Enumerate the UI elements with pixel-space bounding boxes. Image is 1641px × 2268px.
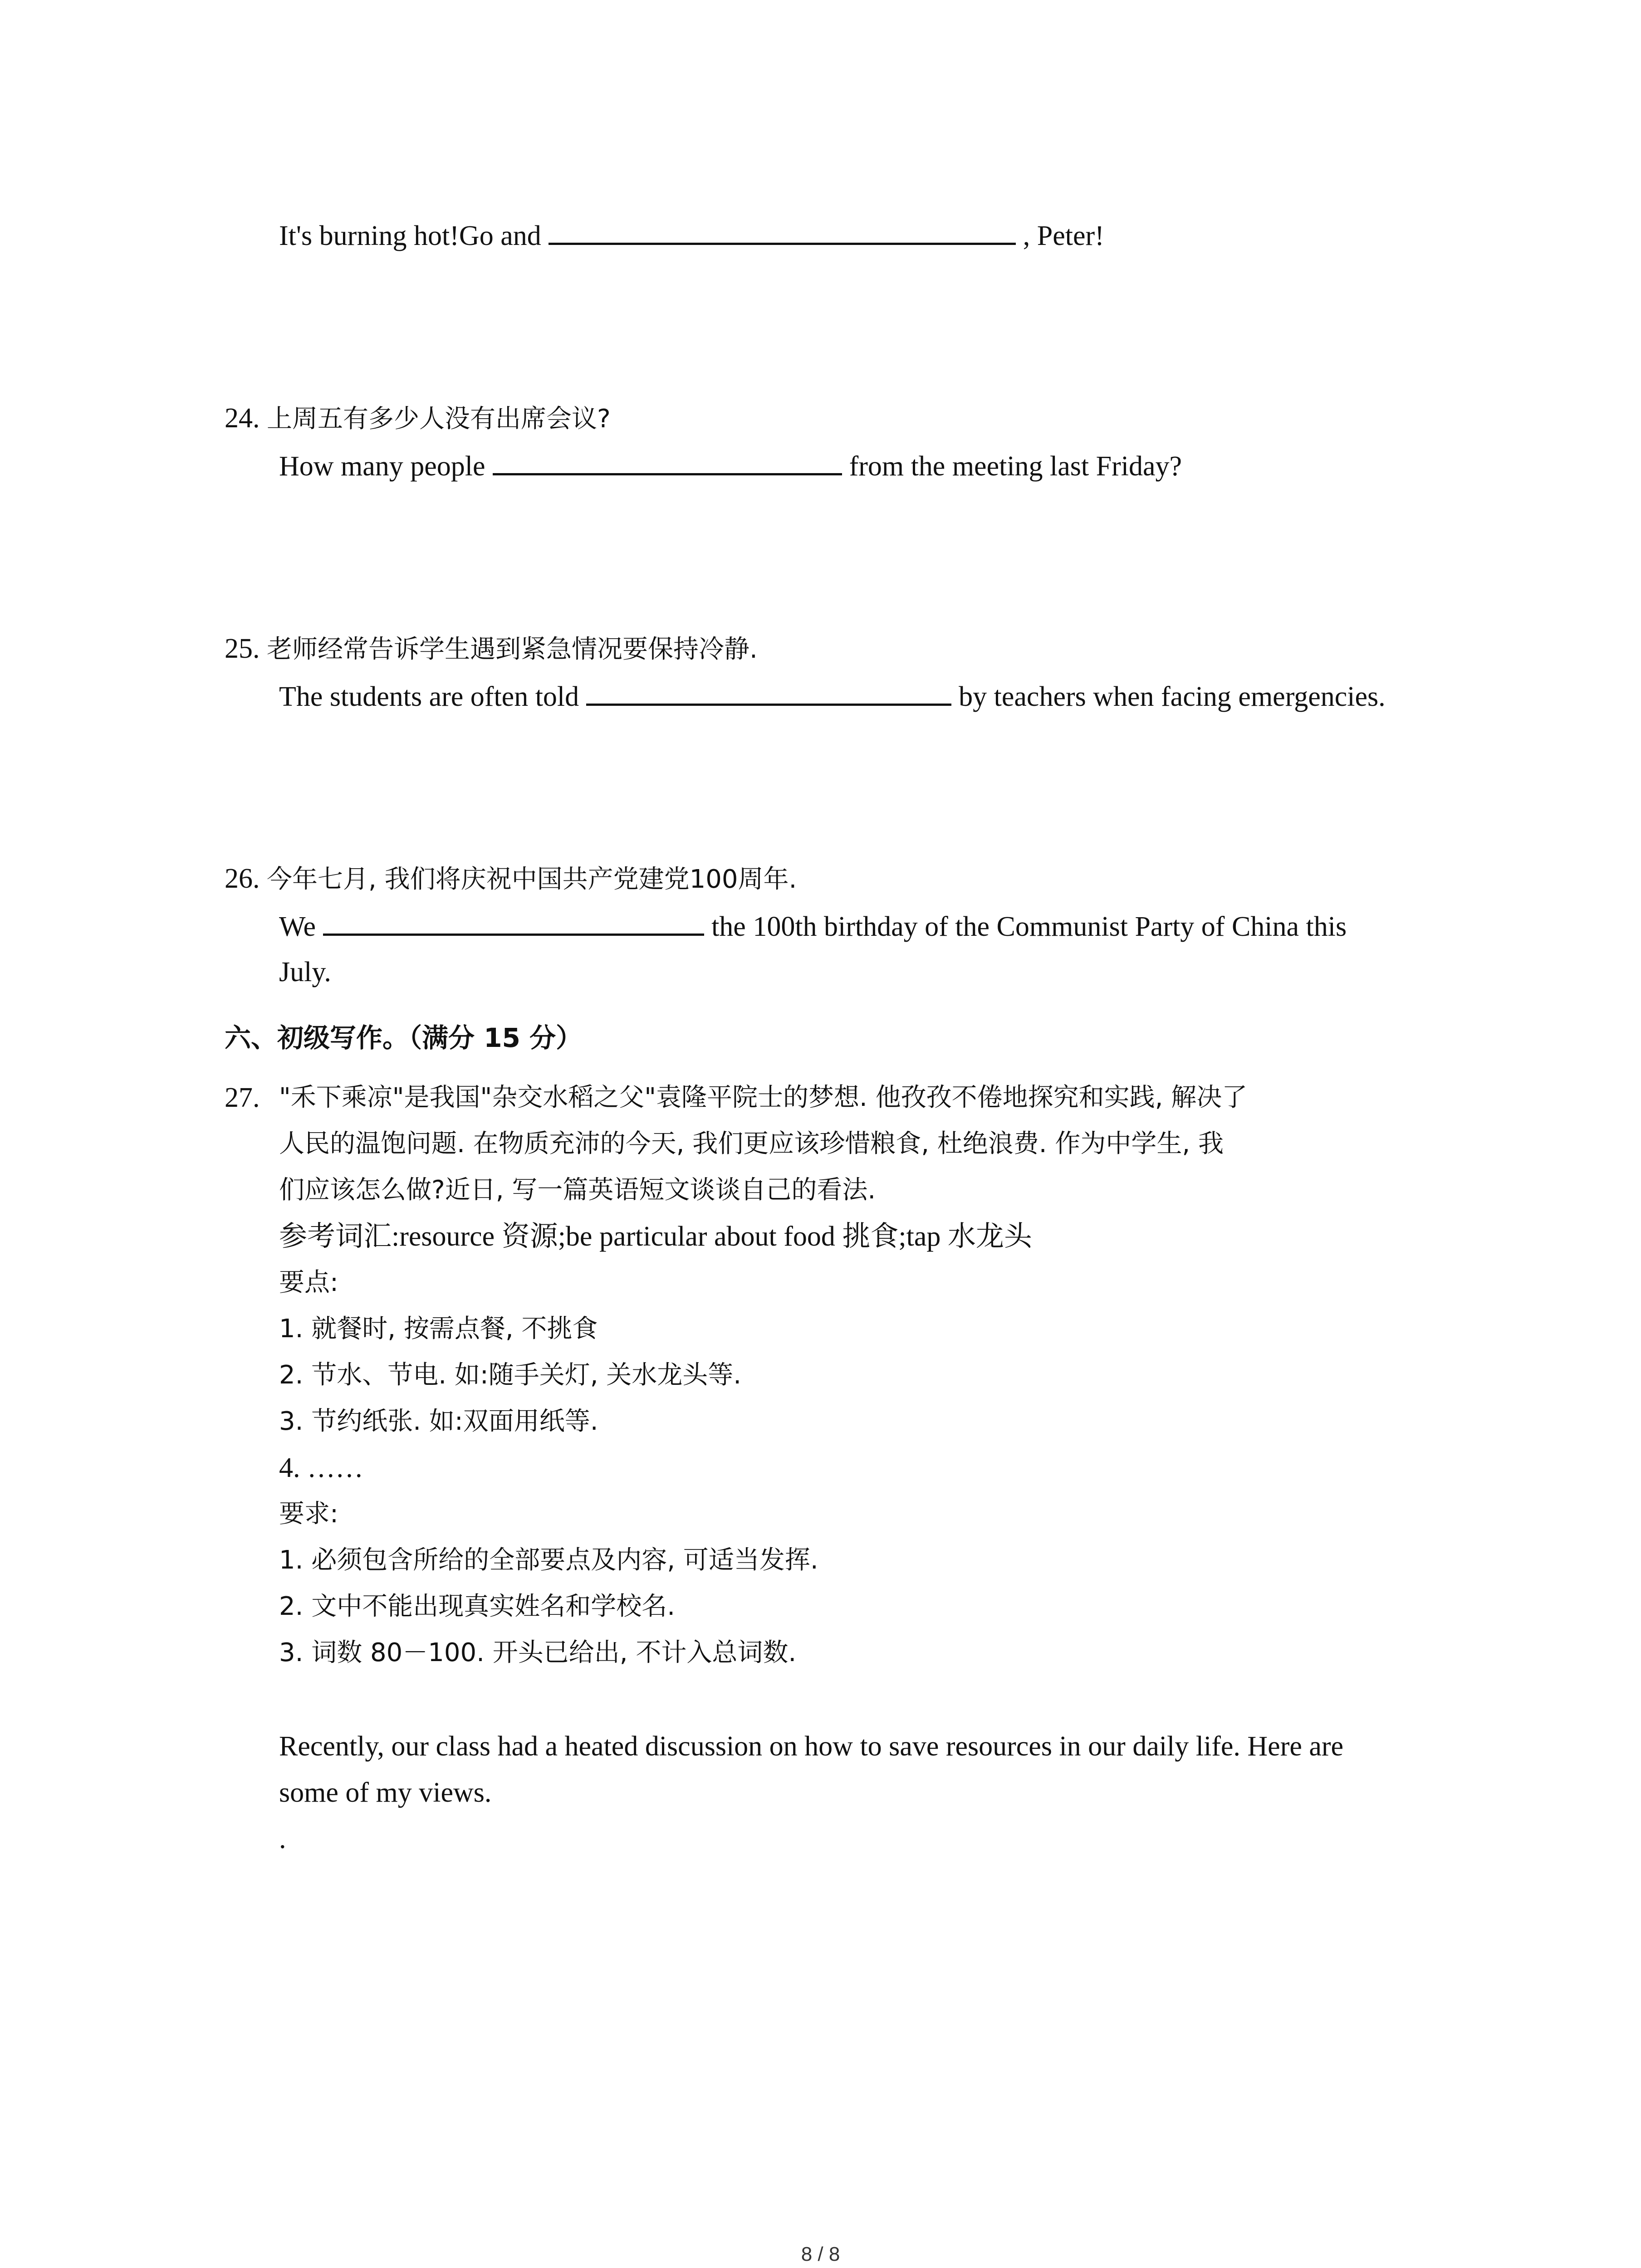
q24-answer-blank[interactable]	[493, 444, 842, 475]
q26-text-before: We	[279, 911, 316, 942]
q24-number: 24.	[225, 403, 260, 434]
q24-text-before: How many people	[279, 451, 485, 482]
q27-point-2: 2. 节水、节电. 如:随手关灯, 关水龙头等.	[279, 1360, 742, 1390]
q27-vocab: 参考词汇:resource 资源;be particular about food 挑食;tap 水龙头	[279, 1221, 1032, 1252]
section-6-title: 六、初级写作。（满分 15 分）	[225, 1022, 583, 1053]
q26-english-line	[279, 904, 1347, 949]
q26-answer-blank[interactable]	[323, 904, 704, 936]
q23-english-line	[279, 213, 1104, 259]
q27-point-3: 3. 节约纸张. 如:双面用纸等.	[279, 1407, 598, 1436]
q27-writing-area[interactable]: .	[279, 1823, 286, 1854]
q23-text-before: It's burning hot!Go and	[279, 220, 541, 251]
q26-continuation: July.	[279, 957, 331, 987]
q27-points-label: 要点:	[279, 1268, 338, 1297]
q26-chinese: 今年七月, 我们将庆祝中国共产党建党100周年.	[267, 865, 797, 894]
q23-answer-blank[interactable]	[549, 214, 1016, 245]
q27-prompt-line-1: "禾下乘凉"是我国"杂交水稻之父"袁隆平院士的梦想. 他孜孜不倦地探究和实践, 解决了	[279, 1083, 1248, 1112]
q26-text-after: the 100th birthday of the Communist Party of China this	[711, 911, 1347, 942]
q26-chinese-line	[225, 856, 797, 902]
q27-point-4: 4. ……	[279, 1452, 363, 1483]
q27-opening-line-1: Recently, our class had a heated discussion on how to save resources in our daily life. Here are	[279, 1731, 1344, 1762]
q26-number: 26.	[225, 863, 260, 894]
q24-chinese-line	[225, 396, 611, 442]
q25-chinese-line	[225, 626, 758, 672]
q25-chinese: 老师经常告诉学生遇到紧急情况要保持冷静.	[267, 635, 758, 664]
q23-text-after: , Peter!	[1023, 220, 1104, 251]
q27-opening-line-2: some of my views.	[279, 1777, 492, 1808]
q27-prompt-line-2: 人民的温饱问题. 在物质充沛的今天, 我们更应该珍惜粮食, 杜绝浪费. 作为中学生, 我	[279, 1129, 1224, 1158]
q24-chinese: 上周五有多少人没有出席会议?	[267, 404, 611, 434]
q27-requirement-3: 3. 词数 80－100. 开头已给出, 不计入总词数.	[279, 1638, 797, 1667]
q25-answer-blank[interactable]	[586, 675, 951, 706]
q27-requirement-1: 1. 必须包含所给的全部要点及内容, 可适当发挥.	[279, 1545, 818, 1575]
q27-requirements-label: 要求:	[279, 1499, 338, 1529]
q25-number: 25.	[225, 633, 260, 664]
q25-english-line	[279, 674, 1386, 719]
page-number: 8 / 8	[801, 2243, 840, 2265]
q24-english-line	[279, 444, 1182, 489]
q27-requirement-2: 2. 文中不能出现真实姓名和学校名.	[279, 1592, 676, 1621]
q27-number: 27.	[225, 1082, 260, 1113]
q25-text-after: by teachers when facing emergencies.	[959, 681, 1386, 712]
q27-point-1: 1. 就餐时, 按需点餐, 不挑食	[279, 1314, 598, 1344]
q24-text-after: from the meeting last Friday?	[849, 451, 1182, 482]
q27-prompt-line-3: 们应该怎么做?近日, 写一篇英语短文谈谈自己的看法.	[279, 1175, 876, 1205]
q25-text-before: The students are often told	[279, 681, 579, 712]
